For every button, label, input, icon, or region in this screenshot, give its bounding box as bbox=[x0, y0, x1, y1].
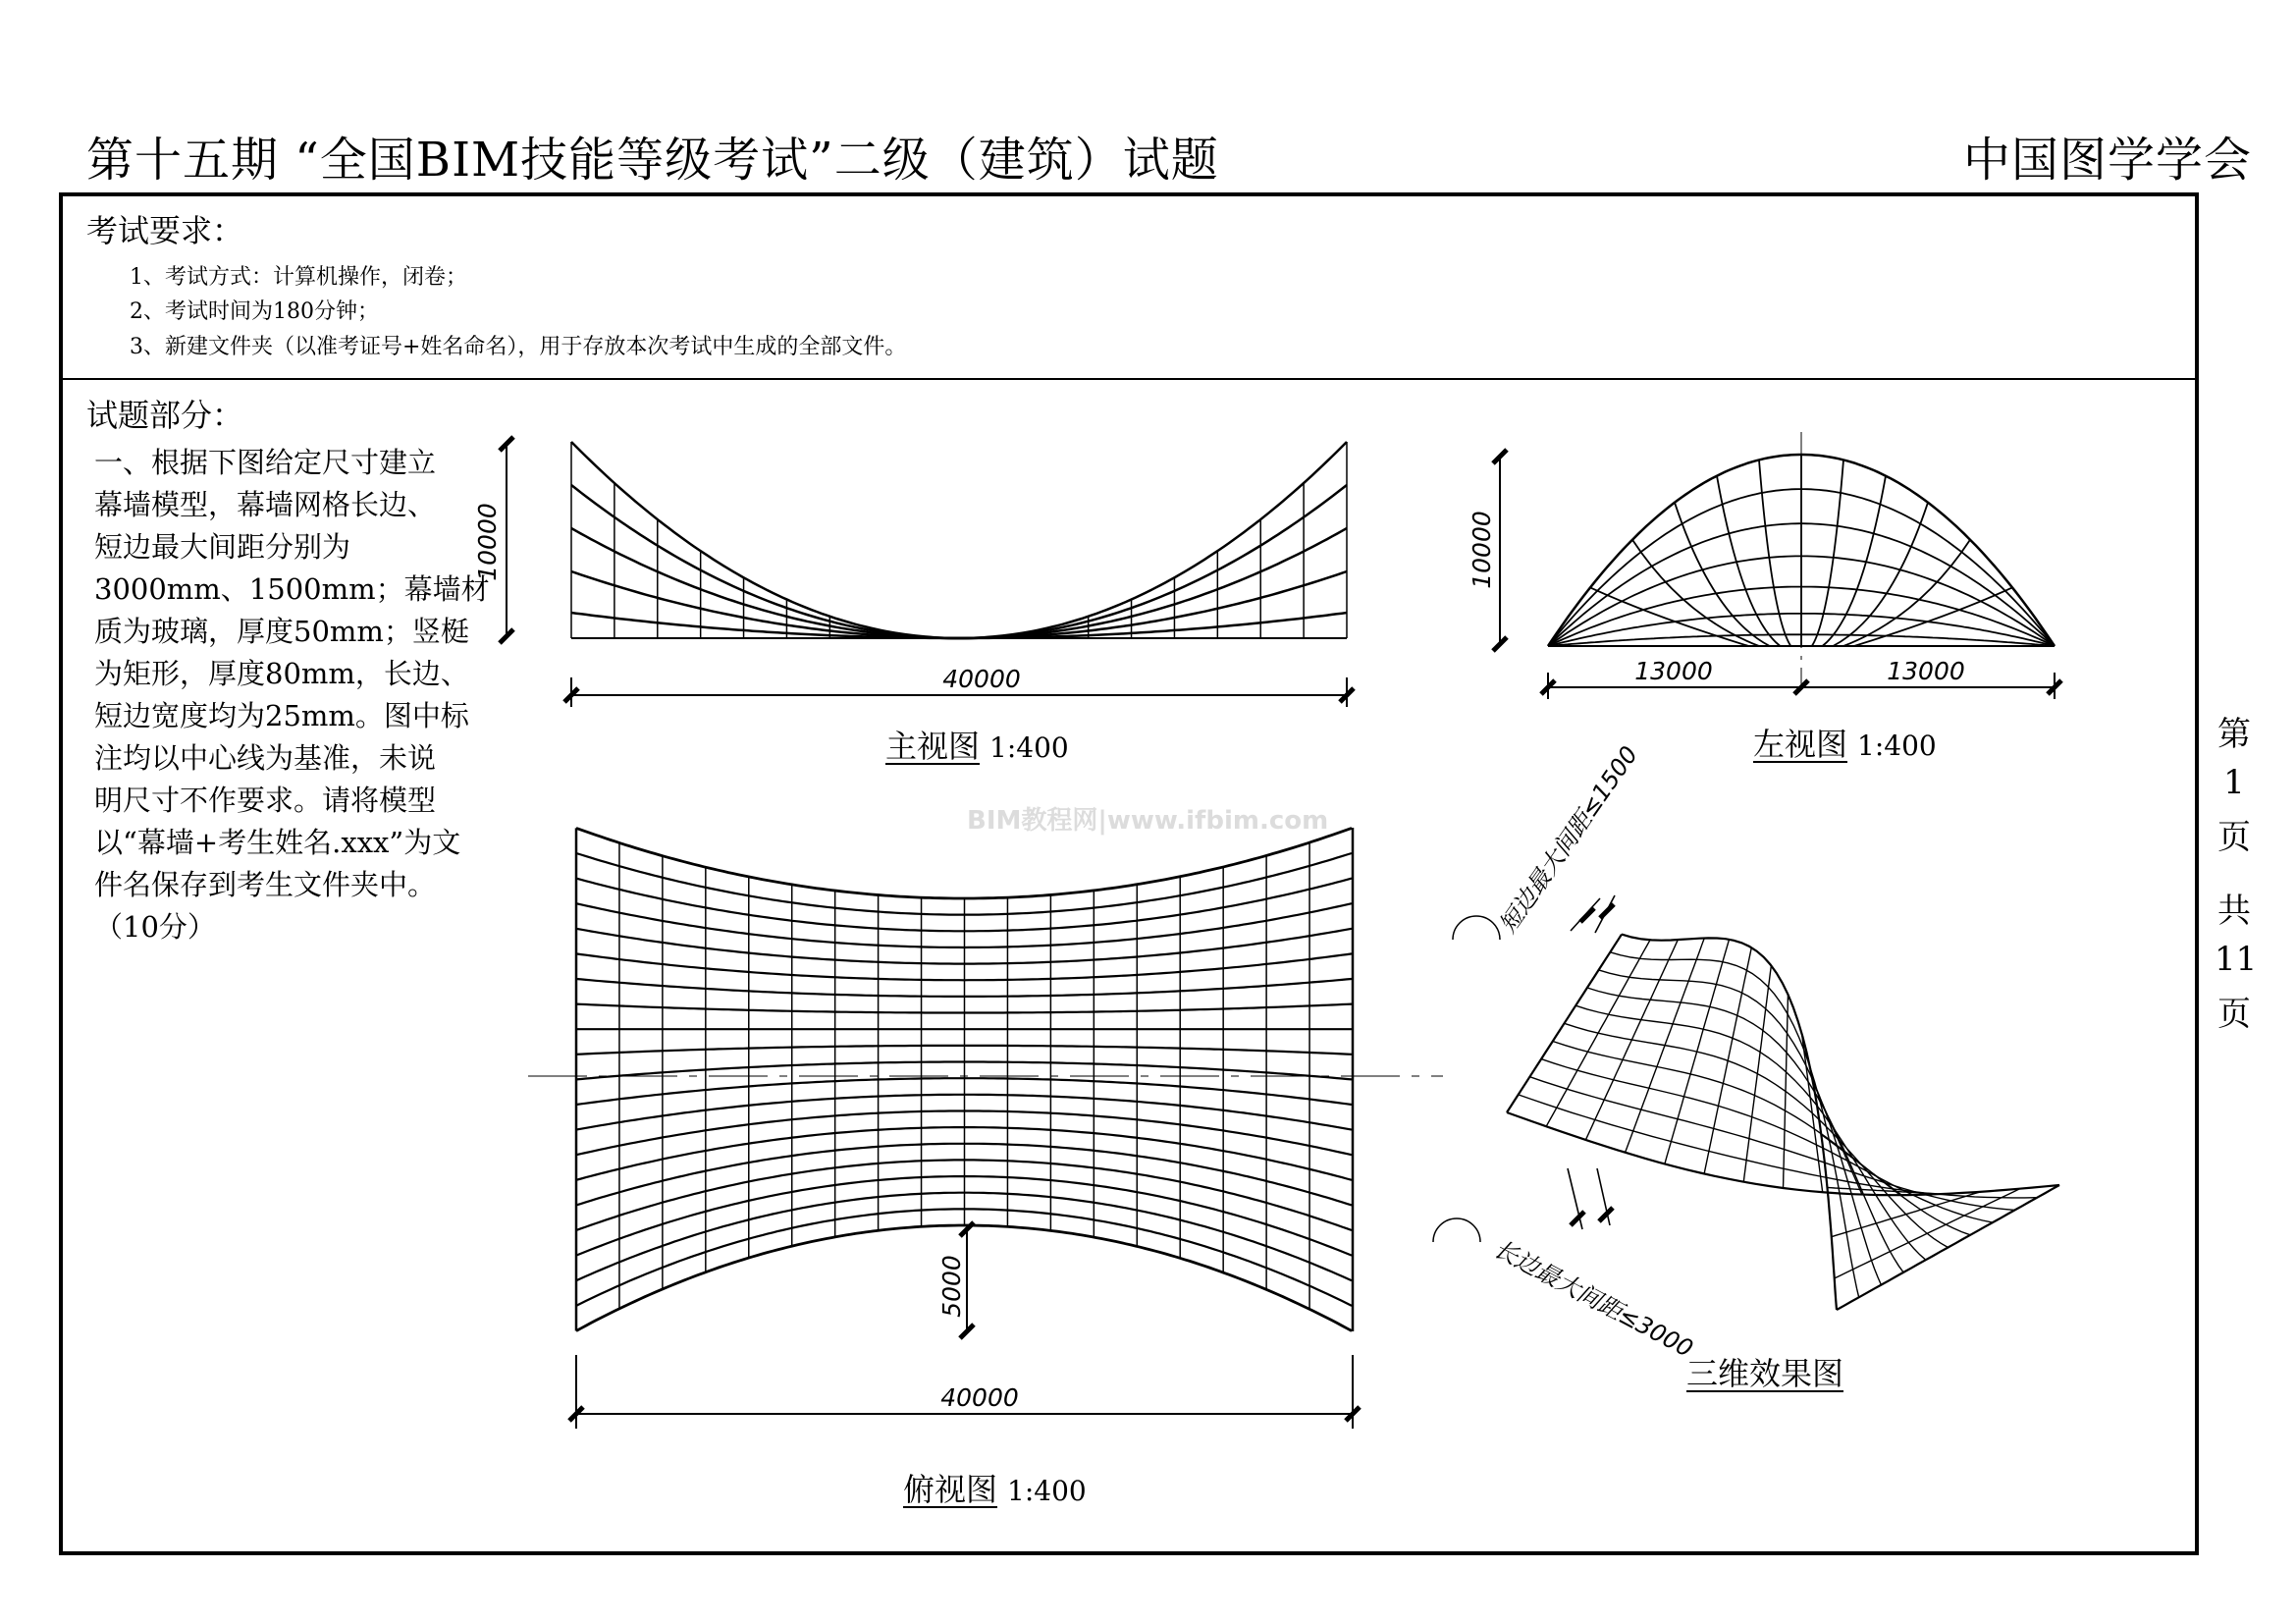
iso-grid-line bbox=[1565, 1023, 1949, 1247]
left-view-caption bbox=[1753, 720, 1937, 765]
top-view-caption bbox=[903, 1465, 1087, 1510]
curtain-grid-curve bbox=[571, 571, 1347, 638]
left-view-scale: 1:400 bbox=[1857, 730, 1937, 762]
front-height-dim: 10000 bbox=[473, 503, 502, 581]
front-view-drawing bbox=[571, 442, 1347, 638]
arch-rib bbox=[1759, 460, 1790, 646]
top-view-drawing bbox=[528, 828, 1443, 1331]
page-char: 页 bbox=[2217, 818, 2251, 857]
left-view-drawing bbox=[1548, 432, 2055, 687]
top-width-dim: 40000 bbox=[940, 1383, 1019, 1412]
front-width-dim: 40000 bbox=[942, 665, 1021, 693]
question-line: 件名保存到考生文件夹中。 bbox=[94, 868, 437, 901]
curtain-grid-curve bbox=[571, 442, 1347, 638]
note-leader-arc bbox=[1433, 1218, 1480, 1242]
dim-tick bbox=[1600, 904, 1614, 918]
requirements-heading: 考试要求： bbox=[86, 212, 244, 249]
transom-curve bbox=[576, 828, 1352, 898]
requirement-item: 2、考试时间为180分钟； bbox=[130, 299, 379, 324]
left-height-dim: 10000 bbox=[1468, 511, 1496, 589]
left-dim-right: 13000 bbox=[1887, 657, 1965, 685]
front-view-title: 主视图 bbox=[885, 728, 981, 765]
curtain-grid-curve bbox=[571, 613, 1347, 638]
iso-grid-line bbox=[1519, 1095, 2038, 1198]
iso-short-note: 短边最大间距≤1500 bbox=[1493, 740, 1644, 939]
watermark: BIM教程网|www.ifbim.com bbox=[967, 806, 1329, 836]
iso-view-caption bbox=[1686, 1349, 1843, 1394]
question-line: 3000mm、1500mm；幕墙材 bbox=[94, 572, 490, 606]
question-line: （10分） bbox=[94, 910, 216, 944]
page-char: 共 bbox=[2217, 892, 2251, 931]
dim-tick bbox=[1580, 908, 1594, 922]
arch-rib bbox=[1823, 476, 1887, 646]
left-dim-left: 13000 bbox=[1634, 657, 1713, 685]
requirement-item: 3、新建文件夹（以准考证号+姓名命名），用于存放本次考试中生成的全部文件。 bbox=[130, 335, 907, 359]
question-heading: 试题部分： bbox=[86, 397, 244, 434]
top-offset-dim: 5000 bbox=[937, 1255, 966, 1318]
page-char: 11 bbox=[2215, 940, 2258, 979]
question-line: 注均以中心线为基准，未说 bbox=[94, 741, 437, 775]
arch-rib bbox=[1812, 460, 1843, 646]
front-view-scale: 1:400 bbox=[989, 731, 1069, 764]
note-leader-arc bbox=[1453, 916, 1500, 940]
top-view-scale: 1:400 bbox=[1007, 1475, 1087, 1507]
question-line: 一、根据下图给定尺寸建立 bbox=[94, 446, 437, 479]
page-char: 1 bbox=[2223, 763, 2245, 802]
question-line: 以“幕墙+考生姓名.xxx”为文 bbox=[94, 826, 461, 859]
curtain-grid-curve bbox=[571, 485, 1347, 638]
question-line: 质为玻璃，厚度50mm；竖梃 bbox=[94, 615, 469, 648]
iso-view-title: 三维效果图 bbox=[1686, 1355, 1844, 1392]
iso-grid-line bbox=[1575, 1005, 1926, 1260]
organization-name: 中国图学学会 bbox=[1963, 133, 2253, 188]
iso-grid-line bbox=[1553, 1042, 1970, 1235]
page-char: 页 bbox=[2217, 995, 2251, 1034]
top-view-title: 俯视图 bbox=[903, 1471, 998, 1508]
iso-grid-line bbox=[1610, 952, 1858, 1298]
question-line: 短边最大间距分别为 bbox=[94, 530, 351, 564]
arch-rib bbox=[1717, 476, 1781, 646]
question-line: 明尺寸不作要求。请将模型 bbox=[94, 784, 437, 817]
dim-tick bbox=[1571, 1212, 1584, 1225]
exam-title: 第十五期 “全国BIM技能等级考试”二级（建筑）试题 bbox=[86, 133, 1219, 188]
requirement-item: 1、考试方式：计算机操作，闭卷； bbox=[130, 265, 467, 290]
front-view-caption bbox=[885, 722, 1069, 767]
question-line: 短边宽度均为25mm。图中标 bbox=[94, 699, 469, 732]
iso-grid-line bbox=[1541, 1059, 1993, 1223]
iso-long-note: 长边最大间距≤3000 bbox=[1489, 1234, 1698, 1364]
question-line: 为矩形，厚度80mm，长边、 bbox=[94, 657, 469, 690]
question-line: 幕墙模型，幕墙网格长边、 bbox=[94, 488, 437, 521]
left-view-title: 左视图 bbox=[1753, 726, 1848, 763]
page-char: 第 bbox=[2217, 715, 2251, 754]
curtain-grid-curve bbox=[571, 528, 1347, 638]
